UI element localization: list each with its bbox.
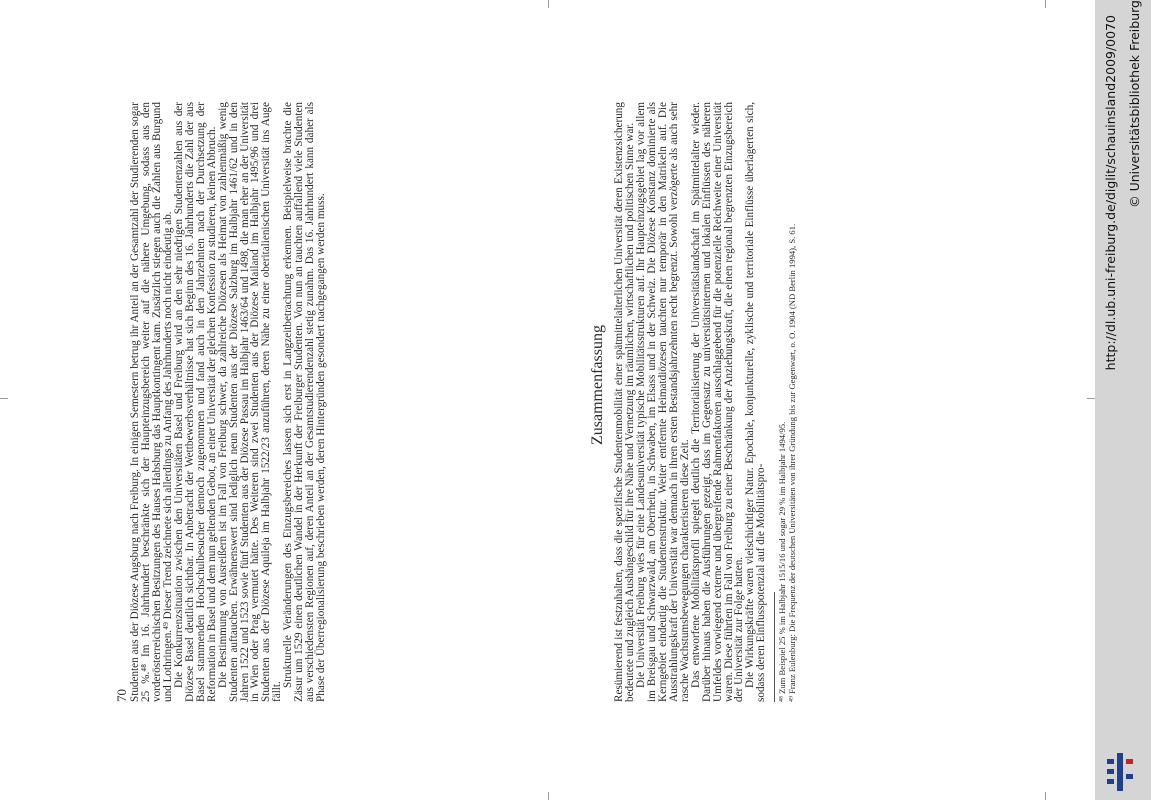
paragraph: Die Bestimmung von Ausreißern ist im Fall von Freiburg schwer, da zahlreiche Diözesen als Heimat von zahlenmäßig wenig Studenten auftauchen. Erwähnenswert sind lediglich neun Studenten aus der Diözese Salzburg im Halbjahr 1461/62 und in den Jahren 1522 und 1523 sowie fünf Studenten aus der Diözese Passau im Halbjahr 1463/64 und 1498, die man eher an der Universität in Wien oder Prag vermutet hätte. Des Weiteren sind zwei Studenten aus der Diözese Mailand im Halbjahr 1495/96 und drei Studenten aus der Diözese Aquileja im Halbjahr 1522/23 anzuführen, deren Nähe zu einer oberitalienischen Universität ins Auge fällt.: [216, 102, 284, 702]
paragraph: Studenten aus der Diözese Augsburg nach Freiburg. In einigen Semestern betrug ihr Anteil an der Gesamtzahl der Studierenden sogar 25 %.⁴⁸ Im 16. Jahrhundert beschränkte sich der Haupteinzugsbereich weiter auf die nähere Umgebung, sodass aus den vorderösterreichischen Besitzungen des Hauses Habsburg das Hauptkontingent kam. Zusätzlich stiegen auch die Zahlen aus Burgund und Lothringen.⁴⁹ Dieser Trend zeichnete sich allerdings zu Anfang des Jahrhunderts noch nicht eindeutig ab.: [129, 102, 174, 702]
crop-mark: [1045, 0, 1046, 8]
rotated-page: [110, 102, 960, 702]
source-url[interactable]: http://dl.ub.uni-freiburg.de/diglit/schauinsland2009/0070: [1103, 15, 1118, 371]
crop-mark: [1087, 398, 1095, 399]
crop-mark: [548, 0, 549, 8]
paragraph: Resümierend ist festzuhalten, dass die spezifische Studentenmobilität einer spätmittelalterlichen Universität deren Existenzsicherung bedeutete und zugleich Aushängeschild für ihre Nähe und Vernetzung im räumlichen, wirtschaftlichen und politischen Sinne war.: [613, 102, 636, 702]
crop-mark: [0, 398, 8, 399]
crop-mark: [548, 792, 549, 800]
page-number: 70: [114, 689, 129, 702]
footnote-rule: [774, 592, 775, 702]
footnote: ⁴⁸ Zum Beispiel 25 % im Halbjahr 1515/16 und sogar 29 % im Halbjahr 1494/95.: [777, 421, 788, 702]
copyright-notice: © Universitätsbibliothek Freiburg: [1127, 0, 1142, 208]
paragraph: Die Konkurrenzsituation zwischen den Universitäten Basel und Freiburg wird an den sehr niedrigen Studentenzahlen aus der Diözese Basel deutlich sichtbar. In Anbetracht der Wettbewerbsverhältnisse hat sich Beginn des 16. Jahrhunderts die Zahl der aus Basel stammenden Hochschulbesucher dennoch zugenommen und fand auch in den Jahrzehnten nach der Durchsetzung der Reformation in Basel und dem nun geltenden Gebot, an einer Universität der gleichen Konfession zu studieren, keinen Abbruch.: [172, 102, 218, 702]
paragraph: Strukturelle Veränderungen des Einzugsbereiches lassen sich erst in Langzeitbetrachtung erkennen. Beispielweise brachte die Zäsur um 1529 einen deutlichen Wandel in der Herkunft der Freiburger Studenten. Von nun an tauchten auffallend viele Studenten aus verschiedensten Regionen auf, deren Anteil an der Gesamtstudierendenzahl stetig zunahm. Das 16. Jahrhundert kann daher als Phase der Überregionalisierung beschrieben werden, deren Hintergründen gesondert nachgegangen werden muss.: [282, 102, 328, 702]
section-heading: Zusammenfassung: [589, 325, 606, 445]
footnote: ⁴⁹ Franz Eulenburg: Die Frequenz der deutschen Universitäten von ihrer Gründung bis zur Gegenwart, o. O. 1904 (ND Berlin 1994), S. 61.: [786, 223, 797, 702]
paragraph: Das entworfene Mobilitätsprofil spiegelt deutlich die Territorialisierung der Universitätslandschaft im Spätmittelalter wieder. Darüber hinaus haben die Ausführungen gezeigt, dass im Gegensatz zu universitätsinternen und lokalen Einflüssen des näheren Umfeldes vorwiegend externe und übergreifende Rahmenfaktoren ausschlaggebend für die potenzielle Reichweite einer Universität waren. Diese führten im Fall von Freiburg zu einer Beschränkung der Anziehungskraft, die einen regional begrenzten Einzugsbereich der Universität zur Folge hatten.: [689, 102, 746, 702]
paragraph: Die Universität Freiburg wies für eine Landesuniversität typische Mobilitätsstrukturen auf. Ihr Haupteinzugsgebiet lag vor allem im Breisgau und Schwarzwald, am Oberrhein, in Schwaben, im Elsass und in der Schweiz. Die Diözese Konstanz dominierte als Kerngebiet eindeutig die Studentenstruktur. Weiter entfernte Heimatdiözesen tauchten nur temporär in den Matrikeln auf. Die Ausstrahlungskraft der Universität war demnach in ihren ersten Bestandsjahrzehnten recht begrenzt. Sowohl verzögerte als auch sehr rasche Wachstumsbewegungen charakterisieren diese Zeit.: [634, 102, 691, 702]
paragraph: Die Wirkungskräfte waren vielschichtiger Natur. Epochale, konjunkturelle, zyklische und territoriale Einflüsse überlagerten sich, sodass deren Einflusspotenzial auf die Mobilitätspro-: [744, 102, 768, 702]
text-column-2: [581, 102, 951, 702]
text-column-1: [130, 102, 575, 702]
library-logo-icon: [1101, 745, 1141, 793]
crop-mark: [1045, 792, 1046, 800]
